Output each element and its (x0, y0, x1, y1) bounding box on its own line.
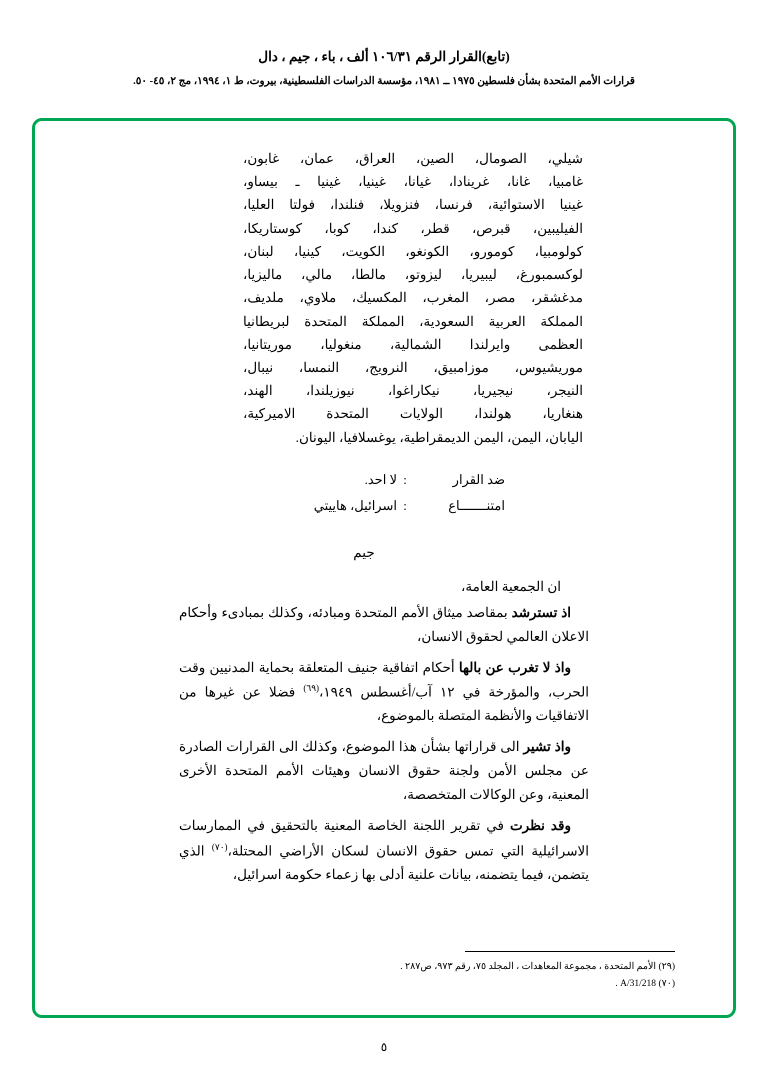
vote-label: امتنـــــــاع (448, 497, 505, 513)
vote-label: ضد القرار (452, 471, 505, 487)
vote-separator: : (403, 471, 407, 487)
country-line: غينيا الاستوائية، فرنسا، فنزويلا، فنلندا، فولتا العليا، (243, 197, 583, 213)
vote-row-abstain (93, 493, 505, 519)
page-number: ٥ (380, 1040, 388, 1054)
country-line: غامبيا، غانا، غرينادا، غيانا، غينيا، غينيا ـ بيساو، (243, 174, 583, 190)
footnotes (345, 951, 675, 993)
country-line: كولومبيا، كومورو، الكونغو، الكويت، كينيا، لبنان، (243, 243, 583, 259)
footnote-item: (٢٩) الأمم المتحدة ، مجموعة المعاهدات ، المجلد ٧٥، رقم ٩٧٣، ص٢٨٧ . (400, 961, 675, 972)
country-line: المملكة العربية السعودية، المملكة المتحدة لبريطانيا (243, 313, 583, 329)
document-header (0, 0, 768, 90)
vote-value: اسرائيل، هاييتي (313, 497, 397, 513)
country-line: موريشيوس، موزامبيق، النرويج، النمسا، نيبال، (243, 359, 583, 375)
country-line: النيجر، نيجيريا، نيكاراغوا، نيوزيلندا، الهند، (243, 383, 583, 399)
body-paragraph: واذ تشير الى قراراتها بشأن هذا الموضوع، وكذلك الى القرارات الصادرة عن مجلس الأمن ولجنة حقوق الانسان وهيئات الأمم المتحدة الأخرى المعنية، وعن الوكالات المتخصصة، (179, 739, 589, 803)
section-letter: جيم (353, 544, 375, 560)
country-line: لوكسمبورغ، ليبيريا، ليزوتو، مالطا، مالي، ماليزيا، (243, 267, 583, 283)
country-list (243, 147, 583, 449)
country-line: العظمى وايرلندا الشمالية، منغوليا، موريتانيا، (243, 336, 583, 352)
vote-results (93, 467, 505, 519)
vote-row-against (93, 467, 505, 493)
country-line: مدغشقر، مصر، المغرب، المكسيك، ملاوي، ملديف، (243, 290, 583, 306)
vote-separator: : (403, 497, 407, 513)
vote-value: لا احد. (364, 471, 397, 487)
country-line: شيلي، الصومال، الصين، العراق، عمان، غابون، (243, 151, 583, 166)
body-lead: ان الجمعية العامة، (461, 578, 561, 594)
frame-content (35, 121, 733, 1015)
country-line: اليابان، اليمن، اليمن الديمقراطية، يوغسلافيا، اليونان. (295, 429, 583, 445)
body-paragraph: اذ تسترشد بمقاصد ميثاق الأمم المتحدة ومبادئه، وكذلك بمبادىء وأحكام الاعلان العالمي لحقوق الانسان، (179, 604, 589, 644)
green-border-frame (32, 118, 736, 1018)
page-subtitle: قرارات الأمم المتحدة بشأن فلسطين ١٩٧٥ ــ ١٩٨١، مؤسسة الدراسات الفلسطينية، بيروت، ط ١، ١٩٩٤، مج ٢، ٤٥- ٥٠. (133, 75, 635, 87)
footnote-item: (٧٠) A/31/218 . (615, 978, 675, 989)
page-title: (تابع)القرار الرقم ١٠٦/٣١ ألف ، باء ، جيم ، دال (258, 49, 510, 64)
body-paragraph: وقد نظرت في تقرير اللجنة الخاصة المعنية بالتحقيق في الممارسات الاسرائيلية التي تمس حقوق الانسان لسكان الأراضي المحتلة،$^{(٧٠)}$ الذي يتضمن، فيما يتضمنه، بيانات علنية أدلى بها زعماء حكومة اسرائيل، (179, 818, 589, 883)
body-paragraph: واذ لا تغرب عن بالها أحكام اتفاقية جنيف المتعلقة بحماية المدنيين وقت الحرب، والمؤرخة في ١٢ آب/أغسطس ١٩٤٩،$^{(٦٩)}$ فضلا عن غيرها من الاتفاقيات والأنظمة المتصلة بالموضوع، (179, 659, 589, 724)
country-line: هنغاريا، هولندا، الولايات المتحدة الاميركية، (243, 406, 583, 422)
footnote-rule (465, 951, 675, 952)
country-line: الفيليبين، قبرص، قطر، كندا، كوبا، كوستاريكا، (243, 220, 583, 236)
resolution-body (93, 575, 675, 887)
